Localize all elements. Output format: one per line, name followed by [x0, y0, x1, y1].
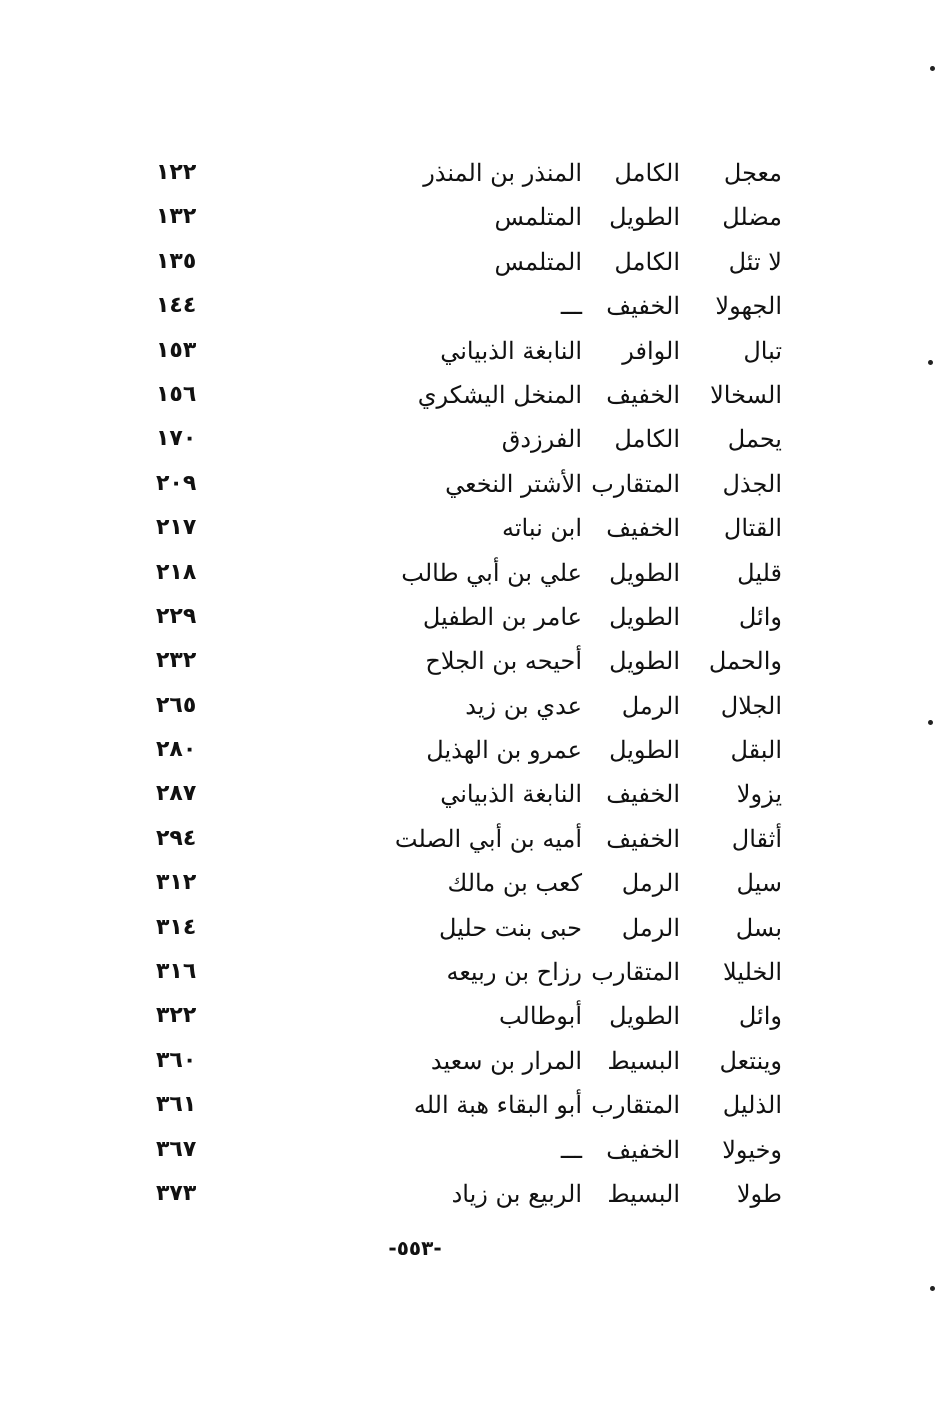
table-row: [150, 772, 790, 816]
meter-cell: الوافر: [622, 336, 680, 365]
poet-cell: كعب بن مالك: [447, 869, 582, 898]
table-row: [150, 151, 790, 195]
poet-cell: ـــ: [560, 1135, 582, 1164]
table-row: [150, 817, 790, 861]
rhyme-cell: والحمل: [708, 647, 782, 676]
meter-cell: الرمل: [621, 869, 680, 898]
poet-cell: ـــ: [560, 292, 582, 321]
rhyme-cell: لا تئل: [728, 247, 782, 276]
meter-cell: الطويل: [609, 203, 680, 232]
table-row: [150, 639, 790, 683]
poet-cell: المتلمس: [494, 247, 582, 276]
poet-cell: المرار بن سعيد: [430, 1046, 582, 1075]
meter-cell: الخفيف: [606, 780, 680, 809]
page-ref-cell: ٢٩٤: [156, 825, 197, 851]
rhyme-cell: الذليل: [722, 1091, 782, 1120]
page-ref-cell: ١٥٦: [156, 381, 197, 407]
table-row: [150, 506, 790, 550]
rhyme-cell: قليل: [737, 558, 782, 587]
meter-cell: الخفيف: [606, 1135, 680, 1164]
page-ref-cell: ٢١٨: [156, 559, 197, 585]
rhyme-cell: بسل: [735, 913, 782, 942]
poet-cell: المنخل اليشكري: [417, 380, 582, 409]
poet-cell: المنذر بن المنذر: [423, 159, 582, 187]
meter-cell: الخفيف: [606, 824, 680, 853]
poetry-index-table: [150, 151, 790, 1216]
table-row: [150, 728, 790, 772]
rhyme-cell: وائل: [738, 1002, 782, 1031]
meter-cell: الطويل: [609, 1002, 680, 1031]
meter-cell: الرمل: [621, 913, 680, 942]
margin-mark: [930, 1286, 935, 1291]
table-row: [150, 1128, 790, 1172]
meter-cell: البسيط: [607, 1179, 680, 1208]
meter-cell: المتقارب: [591, 1091, 680, 1120]
meter-cell: المتقارب: [591, 958, 680, 987]
table-row: [150, 861, 790, 905]
table-row: [150, 417, 790, 461]
meter-cell: الخفيف: [606, 514, 680, 543]
meter-cell: الكامل: [614, 425, 680, 454]
rhyme-cell: وائل: [738, 602, 782, 631]
table-row: [150, 994, 790, 1038]
poet-cell: رزاح بن ربيعه: [446, 958, 582, 987]
page-ref-cell: ٣٢٢: [156, 1003, 197, 1029]
table-row: [150, 950, 790, 994]
rhyme-cell: السخالا: [710, 380, 782, 409]
page-ref-cell: ١٥٣: [156, 337, 197, 363]
poet-cell: أبو البقاء هبة الله: [413, 1091, 582, 1120]
poet-cell: علي بن أبي طالب: [401, 558, 582, 587]
rhyme-cell: وخيولا: [722, 1135, 782, 1164]
poet-cell: الفرزدق: [501, 425, 582, 454]
table-row: [150, 1172, 790, 1216]
rhyme-cell: الجهولا: [715, 292, 782, 321]
meter-cell: الطويل: [609, 558, 680, 587]
meter-cell: الطويل: [609, 736, 680, 765]
rhyme-cell: الجلال: [720, 691, 782, 720]
poet-cell: ابن نباته: [501, 514, 582, 543]
rhyme-cell: القتال: [723, 514, 782, 543]
rhyme-cell: طولا: [736, 1179, 782, 1208]
page-ref-cell: ٣١٢: [156, 870, 197, 896]
table-row: [150, 195, 790, 239]
meter-cell: البسيط: [607, 1046, 680, 1075]
poet-cell: أبوطالب: [498, 1002, 582, 1031]
poet-cell: أميه بن أبي الصلت: [394, 824, 582, 853]
page-ref-cell: ٢٦٥: [156, 692, 197, 718]
page-ref-cell: ٢٣٢: [156, 648, 197, 674]
table-row: [150, 329, 790, 373]
page-ref-cell: ٣٦١: [156, 1092, 197, 1118]
rhyme-cell: الجذل: [722, 469, 782, 498]
poet-cell: الربيع بن زياد: [451, 1179, 582, 1208]
table-row: [150, 1039, 790, 1083]
table-row: [150, 284, 790, 328]
poet-cell: الأشتر النخعي: [445, 469, 582, 498]
page-ref-cell: ٢٨٧: [156, 781, 197, 807]
page-ref-cell: ٢٠٩: [156, 470, 197, 496]
rhyme-cell: يزولا: [736, 780, 782, 809]
rhyme-cell: معجل: [723, 159, 782, 187]
poet-cell: عدي بن زيد: [465, 691, 582, 720]
poet-cell: أحيحه بن الجلاح: [425, 647, 582, 676]
meter-cell: الطويل: [609, 602, 680, 631]
page-number: -٥٥٣-: [388, 1236, 442, 1260]
page-ref-cell: ١٧٠: [156, 426, 197, 452]
rhyme-cell: تبال: [743, 336, 782, 365]
margin-mark: [928, 360, 933, 365]
table-row: [150, 462, 790, 506]
poet-cell: النابغة الذبياني: [440, 336, 582, 365]
margin-mark: [928, 720, 933, 725]
rhyme-cell: مضلل: [722, 203, 782, 232]
table-row: [150, 906, 790, 950]
table-row: [150, 551, 790, 595]
rhyme-cell: يحمل: [727, 425, 782, 454]
meter-cell: الكامل: [614, 247, 680, 276]
meter-cell: الخفيف: [606, 292, 680, 321]
page-ref-cell: ٢٨٠: [156, 737, 197, 763]
meter-cell: الكامل: [614, 159, 680, 187]
rhyme-cell: أثقال: [731, 824, 782, 853]
poet-cell: النابغة الذبياني: [440, 780, 582, 809]
margin-mark: [930, 66, 935, 71]
table-row: [150, 684, 790, 728]
meter-cell: الخفيف: [606, 380, 680, 409]
page-ref-cell: ٣٦٧: [156, 1136, 197, 1162]
table-row: [150, 373, 790, 417]
page-ref-cell: ٣١٤: [156, 914, 197, 940]
rhyme-cell: البقل: [730, 736, 782, 765]
table-row: [150, 595, 790, 639]
page-ref-cell: ١٤٤: [156, 293, 197, 319]
page-ref-cell: ٣١٦: [156, 959, 197, 985]
page-ref-cell: ٣٦٠: [156, 1047, 197, 1073]
page-ref-cell: ١٢٢: [156, 160, 197, 185]
page-ref-cell: ١٣٥: [156, 248, 197, 274]
poet-cell: عامر بن الطفيل: [422, 602, 582, 631]
rhyme-cell: الخليلا: [723, 958, 782, 987]
meter-cell: المتقارب: [591, 469, 680, 498]
rhyme-cell: وينتعل: [719, 1046, 782, 1075]
poet-cell: المتلمس: [494, 203, 582, 232]
meter-cell: الطويل: [609, 647, 680, 676]
page-ref-cell: ٢٢٩: [156, 603, 197, 629]
page-ref-cell: ١٣٢: [156, 204, 197, 230]
table-row: [150, 240, 790, 284]
rhyme-cell: سيل: [736, 869, 782, 898]
page-ref-cell: ٢١٧: [156, 515, 197, 541]
table-row: [150, 1083, 790, 1127]
page-ref-cell: ٣٧٣: [156, 1180, 197, 1206]
meter-cell: الرمل: [621, 691, 680, 720]
poet-cell: عمرو بن الهذيل: [426, 736, 582, 765]
poet-cell: حبى بنت حليل: [438, 913, 582, 942]
